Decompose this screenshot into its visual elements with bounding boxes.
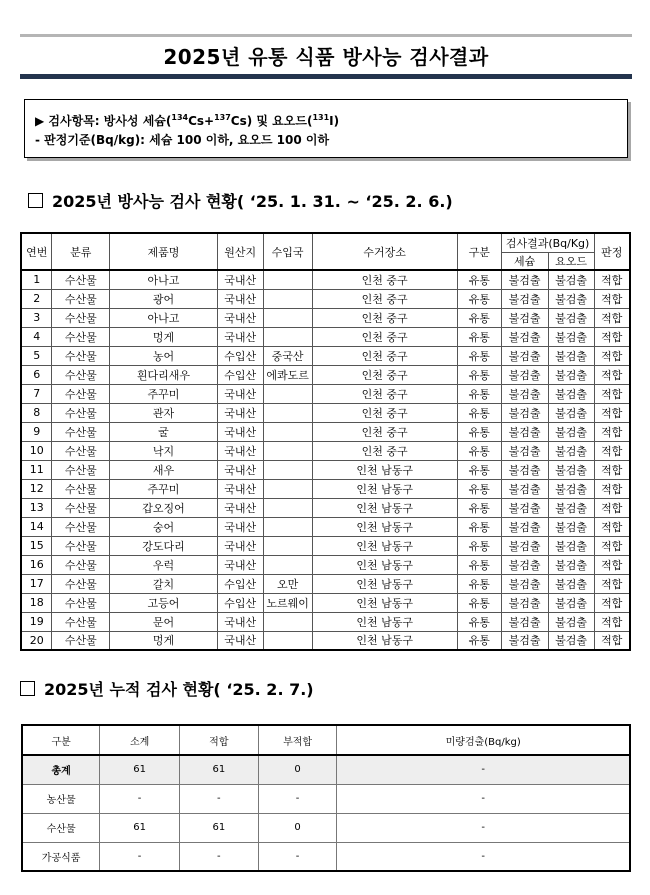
cumulative-cell-category: 총계 — [22, 755, 100, 784]
cell-location: 인천 남동구 — [312, 479, 457, 498]
page-title: 2025년 유통 식품 방사능 검사결과 — [163, 45, 489, 69]
table-row — [21, 555, 630, 574]
cell-origin: 수입산 — [217, 346, 263, 365]
cell-type: 유통 — [457, 517, 501, 536]
cell-cesium: 불검출 — [501, 289, 548, 308]
cell-type: 유통 — [457, 308, 501, 327]
cell-cesium: 불검출 — [501, 536, 548, 555]
cell-verdict: 적합 — [594, 346, 630, 365]
cumulative-cell-trace: - — [337, 784, 630, 813]
cell-no: 7 — [21, 384, 52, 403]
cumulative-results-table — [21, 724, 631, 872]
cell-cesium: 불검출 — [501, 384, 548, 403]
cumulative-cell-subtotal: 61 — [100, 813, 180, 842]
cell-iodine: 불검출 — [548, 555, 594, 574]
cell-product: 굴 — [110, 422, 218, 441]
cell-product: 문어 — [110, 612, 218, 631]
cell-product: 아나고 — [110, 308, 218, 327]
cell-cesium: 불검출 — [501, 593, 548, 612]
cell-category: 수산물 — [52, 289, 110, 308]
table-row — [21, 441, 630, 460]
cumulative-header-fail: 부적합 — [258, 725, 337, 755]
cell-import-country — [263, 441, 312, 460]
cell-iodine: 불검출 — [548, 270, 594, 289]
cell-import-country: 에콰도르 — [263, 365, 312, 384]
cell-import-country — [263, 384, 312, 403]
cell-iodine: 불검출 — [548, 289, 594, 308]
cell-location: 인천 중구 — [312, 308, 457, 327]
cell-category: 수산물 — [52, 441, 110, 460]
cell-cesium: 불검출 — [501, 365, 548, 384]
cell-location: 인천 중구 — [312, 441, 457, 460]
cell-import-country — [263, 460, 312, 479]
cumulative-cell-fail: 0 — [258, 813, 337, 842]
cs137-superscript: 137 — [214, 113, 231, 122]
cell-import-country — [263, 555, 312, 574]
weekly-results-table — [20, 232, 631, 651]
cell-import-country — [263, 270, 312, 289]
cell-iodine: 불검출 — [548, 441, 594, 460]
cell-origin: 국내산 — [217, 555, 263, 574]
cell-type: 유통 — [457, 270, 501, 289]
title-bottom-rule — [20, 74, 632, 79]
cell-location: 인천 중구 — [312, 403, 457, 422]
cell-location: 인천 중구 — [312, 384, 457, 403]
cell-verdict: 적합 — [594, 403, 630, 422]
cell-cesium: 불검출 — [501, 517, 548, 536]
cell-product: 농어 — [110, 346, 218, 365]
i131-superscript: 131 — [312, 113, 330, 122]
cumulative-header-category: 구분 — [22, 725, 100, 755]
cell-iodine: 불검출 — [548, 308, 594, 327]
section-heading-cumulative-text: 2025년 누적 검사 현황( ‘25. 2. 7.) — [44, 680, 314, 699]
cell-verdict: 적합 — [594, 517, 630, 536]
cell-type: 유통 — [457, 384, 501, 403]
cell-category: 수산물 — [52, 460, 110, 479]
cell-category: 수산물 — [52, 270, 110, 289]
table-row — [21, 593, 630, 612]
cell-type: 유통 — [457, 498, 501, 517]
header-import-country: 수입국 — [263, 233, 312, 270]
cell-category: 수산물 — [52, 517, 110, 536]
cell-origin: 국내산 — [217, 536, 263, 555]
cell-verdict: 적합 — [594, 441, 630, 460]
cell-origin: 국내산 — [217, 479, 263, 498]
cell-cesium: 불검출 — [501, 612, 548, 631]
cell-no: 11 — [21, 460, 52, 479]
cell-origin: 국내산 — [217, 270, 263, 289]
cell-origin: 국내산 — [217, 403, 263, 422]
cell-import-country — [263, 422, 312, 441]
cell-no: 6 — [21, 365, 52, 384]
cell-origin: 국내산 — [217, 384, 263, 403]
cell-import-country — [263, 631, 312, 650]
cell-type: 유통 — [457, 631, 501, 650]
cell-import-country — [263, 327, 312, 346]
cell-cesium: 불검출 — [501, 327, 548, 346]
iodine-text: Cs) 및 요오드( — [230, 114, 313, 128]
cell-verdict: 적합 — [594, 327, 630, 346]
cell-type: 유통 — [457, 327, 501, 346]
cell-cesium: 불검출 — [501, 403, 548, 422]
cell-location: 인천 남동구 — [312, 460, 457, 479]
cell-type: 유통 — [457, 479, 501, 498]
header-product: 제품명 — [110, 233, 218, 270]
cell-iodine: 불검출 — [548, 422, 594, 441]
cell-no: 15 — [21, 536, 52, 555]
table-row — [21, 498, 630, 517]
cell-cesium: 불검출 — [501, 555, 548, 574]
cell-type: 유통 — [457, 289, 501, 308]
checkbox-square-icon — [20, 681, 35, 696]
table-row — [21, 327, 630, 346]
cell-product: 흰다리새우 — [110, 365, 218, 384]
cell-product: 광어 — [110, 289, 218, 308]
cell-cesium: 불검출 — [501, 441, 548, 460]
header-origin: 원산지 — [217, 233, 263, 270]
cell-location: 인천 남동구 — [312, 536, 457, 555]
cell-type: 유통 — [457, 536, 501, 555]
cumulative-cell-pass: - — [179, 842, 258, 871]
cell-location: 인천 남동구 — [312, 555, 457, 574]
cumulative-cell-trace: - — [337, 755, 630, 784]
cell-cesium: 불검출 — [501, 308, 548, 327]
cell-verdict: 적합 — [594, 365, 630, 384]
cell-origin: 수입산 — [217, 365, 263, 384]
cell-no: 1 — [21, 270, 52, 289]
cell-verdict: 적합 — [594, 555, 630, 574]
cell-location: 인천 남동구 — [312, 517, 457, 536]
cs134-superscript: 134 — [171, 113, 189, 122]
cell-no: 3 — [21, 308, 52, 327]
cell-category: 수산물 — [52, 536, 110, 555]
cell-location: 인천 남동구 — [312, 593, 457, 612]
cell-cesium: 불검출 — [501, 574, 548, 593]
cell-origin: 국내산 — [217, 441, 263, 460]
cell-type: 유통 — [457, 422, 501, 441]
cell-iodine: 불검출 — [548, 327, 594, 346]
cell-no: 14 — [21, 517, 52, 536]
cell-verdict: 적합 — [594, 574, 630, 593]
cell-category: 수산물 — [52, 574, 110, 593]
cell-location: 인천 중구 — [312, 365, 457, 384]
inspection-items-text: ▶ 검사항목: 방사성 세슘( — [35, 114, 172, 128]
cell-import-country — [263, 612, 312, 631]
cell-category: 수산물 — [52, 631, 110, 650]
cell-verdict: 적합 — [594, 270, 630, 289]
cell-category: 수산물 — [52, 422, 110, 441]
cell-product: 새우 — [110, 460, 218, 479]
cell-iodine: 불검출 — [548, 593, 594, 612]
cell-no: 8 — [21, 403, 52, 422]
cell-iodine: 불검출 — [548, 346, 594, 365]
cell-no: 12 — [21, 479, 52, 498]
cell-location: 인천 중구 — [312, 422, 457, 441]
cell-no: 5 — [21, 346, 52, 365]
cell-location: 인천 남동구 — [312, 631, 457, 650]
cell-category: 수산물 — [52, 365, 110, 384]
cell-no: 9 — [21, 422, 52, 441]
cell-type: 유통 — [457, 441, 501, 460]
cumulative-cell-fail: 0 — [258, 755, 337, 784]
cumulative-cell-subtotal: - — [100, 784, 180, 813]
cell-iodine: 불검출 — [548, 631, 594, 650]
cell-iodine: 불검출 — [548, 536, 594, 555]
table-row — [21, 289, 630, 308]
cell-location: 인천 중구 — [312, 270, 457, 289]
cell-type: 유통 — [457, 555, 501, 574]
cell-iodine: 불검출 — [548, 460, 594, 479]
cell-origin: 국내산 — [217, 612, 263, 631]
cell-product: 고등어 — [110, 593, 218, 612]
cell-category: 수산물 — [52, 403, 110, 422]
cumulative-cell-pass: 61 — [179, 755, 258, 784]
cumulative-cell-category: 농산물 — [22, 784, 100, 813]
cumulative-header-trace: 미량검출(Bq/kg) — [337, 725, 630, 755]
iodine-symbol-text: I) — [329, 114, 340, 128]
table-row — [21, 536, 630, 555]
cell-category: 수산물 — [52, 384, 110, 403]
cell-iodine: 불검출 — [548, 574, 594, 593]
cell-verdict: 적합 — [594, 384, 630, 403]
cell-import-country — [263, 498, 312, 517]
criteria-line: - 판정기준(Bq/kg): 세슘 100 이하, 요오드 100 이하 — [35, 133, 330, 147]
cell-no: 19 — [21, 612, 52, 631]
cumulative-cell-fail: - — [258, 784, 337, 813]
cell-type: 유통 — [457, 365, 501, 384]
cell-cesium: 불검출 — [501, 422, 548, 441]
table-row — [21, 346, 630, 365]
inspection-items-line — [35, 107, 617, 129]
header-location: 수거장소 — [312, 233, 457, 270]
cumulative-cell-category: 가공식품 — [22, 842, 100, 871]
header-category: 분류 — [52, 233, 110, 270]
cell-iodine: 불검출 — [548, 612, 594, 631]
header-cesium: 세슘 — [501, 252, 548, 270]
cumulative-cell-fail: - — [258, 842, 337, 871]
checkbox-square-icon — [28, 193, 43, 208]
cell-category: 수산물 — [52, 479, 110, 498]
cell-verdict: 적합 — [594, 422, 630, 441]
cell-product: 낙지 — [110, 441, 218, 460]
table-row — [22, 784, 630, 813]
cell-product: 멍게 — [110, 631, 218, 650]
cell-import-country — [263, 536, 312, 555]
table-row — [21, 574, 630, 593]
cell-origin: 국내산 — [217, 327, 263, 346]
cumulative-cell-trace: - — [337, 813, 630, 842]
table-row — [21, 460, 630, 479]
cell-import-country — [263, 479, 312, 498]
cell-category: 수산물 — [52, 327, 110, 346]
cell-origin: 국내산 — [217, 308, 263, 327]
cell-type: 유통 — [457, 346, 501, 365]
table-row — [22, 813, 630, 842]
cell-verdict: 적합 — [594, 536, 630, 555]
table-row — [21, 403, 630, 422]
cell-iodine: 불검출 — [548, 365, 594, 384]
cell-verdict: 적합 — [594, 612, 630, 631]
table-row — [21, 631, 630, 650]
cell-no: 13 — [21, 498, 52, 517]
cell-origin: 국내산 — [217, 289, 263, 308]
cell-no: 17 — [21, 574, 52, 593]
cell-product: 아나고 — [110, 270, 218, 289]
cell-verdict: 적합 — [594, 308, 630, 327]
cell-origin: 국내산 — [217, 460, 263, 479]
cell-type: 유통 — [457, 403, 501, 422]
table-row — [21, 308, 630, 327]
cell-import-country: 중국산 — [263, 346, 312, 365]
cell-no: 16 — [21, 555, 52, 574]
cell-import-country — [263, 289, 312, 308]
cell-iodine: 불검출 — [548, 498, 594, 517]
cell-origin: 국내산 — [217, 517, 263, 536]
cell-iodine: 불검출 — [548, 403, 594, 422]
table-row — [21, 422, 630, 441]
cell-cesium: 불검출 — [501, 460, 548, 479]
cumulative-cell-subtotal: - — [100, 842, 180, 871]
cell-no: 18 — [21, 593, 52, 612]
cumulative-header-subtotal: 소계 — [100, 725, 180, 755]
cell-import-country — [263, 403, 312, 422]
header-no: 연번 — [21, 233, 52, 270]
table-row — [22, 755, 630, 784]
cell-product: 갑오징어 — [110, 498, 218, 517]
cell-location: 인천 중구 — [312, 289, 457, 308]
section-heading-cumulative — [20, 677, 314, 700]
cumulative-cell-pass: 61 — [179, 813, 258, 842]
cell-origin: 수입산 — [217, 593, 263, 612]
cell-verdict: 적합 — [594, 460, 630, 479]
cell-location: 인천 남동구 — [312, 498, 457, 517]
cell-import-country: 노르웨이 — [263, 593, 312, 612]
cell-no: 2 — [21, 289, 52, 308]
cell-category: 수산물 — [52, 612, 110, 631]
cell-iodine: 불검출 — [548, 517, 594, 536]
table-row — [21, 479, 630, 498]
cell-no: 20 — [21, 631, 52, 650]
cell-product: 주꾸미 — [110, 479, 218, 498]
cell-cesium: 불검출 — [501, 270, 548, 289]
header-verdict: 판정 — [594, 233, 630, 270]
cell-type: 유통 — [457, 460, 501, 479]
cell-iodine: 불검출 — [548, 479, 594, 498]
cell-import-country — [263, 308, 312, 327]
cell-location: 인천 남동구 — [312, 612, 457, 631]
cell-verdict: 적합 — [594, 479, 630, 498]
cumulative-cell-category: 수산물 — [22, 813, 100, 842]
cell-cesium: 불검출 — [501, 631, 548, 650]
header-result: 검사결과(Bq/Kg) — [501, 233, 594, 252]
cell-category: 수산물 — [52, 308, 110, 327]
cell-origin: 국내산 — [217, 631, 263, 650]
cell-product: 멍게 — [110, 327, 218, 346]
table-row — [21, 384, 630, 403]
cell-product: 우럭 — [110, 555, 218, 574]
header-type: 구분 — [457, 233, 501, 270]
cell-import-country — [263, 517, 312, 536]
cell-location: 인천 중구 — [312, 327, 457, 346]
inspection-info-box — [24, 99, 628, 158]
cell-product: 주꾸미 — [110, 384, 218, 403]
cell-iodine: 불검출 — [548, 384, 594, 403]
table-row — [21, 517, 630, 536]
header-iodine: 요오드 — [548, 252, 594, 270]
cell-no: 10 — [21, 441, 52, 460]
cell-product: 숭어 — [110, 517, 218, 536]
cell-product: 관자 — [110, 403, 218, 422]
cell-verdict: 적합 — [594, 631, 630, 650]
cumulative-cell-trace: - — [337, 842, 630, 871]
cell-cesium: 불검출 — [501, 479, 548, 498]
section-heading-weekly-text: 2025년 방사능 검사 현황( ‘25. 1. 31. ~ ‘25. 2. 6.) — [52, 192, 453, 211]
cell-location: 인천 남동구 — [312, 574, 457, 593]
cell-location: 인천 중구 — [312, 346, 457, 365]
cell-cesium: 불검출 — [501, 346, 548, 365]
cell-type: 유통 — [457, 574, 501, 593]
table-row — [21, 270, 630, 289]
cumulative-cell-subtotal: 61 — [100, 755, 180, 784]
cell-category: 수산물 — [52, 498, 110, 517]
cell-no: 4 — [21, 327, 52, 346]
cs-text: Cs+ — [188, 114, 215, 128]
table-row — [21, 365, 630, 384]
cell-origin: 수입산 — [217, 574, 263, 593]
cell-cesium: 불검출 — [501, 498, 548, 517]
table-row — [22, 842, 630, 871]
cell-origin: 국내산 — [217, 498, 263, 517]
cell-category: 수산물 — [52, 593, 110, 612]
cell-verdict: 적합 — [594, 593, 630, 612]
cell-category: 수산물 — [52, 555, 110, 574]
section-heading-weekly — [28, 189, 453, 212]
cell-origin: 국내산 — [217, 422, 263, 441]
cell-import-country: 오만 — [263, 574, 312, 593]
cell-type: 유통 — [457, 593, 501, 612]
title-top-rule — [20, 34, 632, 37]
cell-product: 강도다리 — [110, 536, 218, 555]
cell-verdict: 적합 — [594, 498, 630, 517]
cell-product: 갈치 — [110, 574, 218, 593]
cell-category: 수산물 — [52, 346, 110, 365]
cumulative-header-pass: 적합 — [179, 725, 258, 755]
table-row — [21, 612, 630, 631]
cumulative-cell-pass: - — [179, 784, 258, 813]
cell-verdict: 적합 — [594, 289, 630, 308]
cell-type: 유통 — [457, 612, 501, 631]
